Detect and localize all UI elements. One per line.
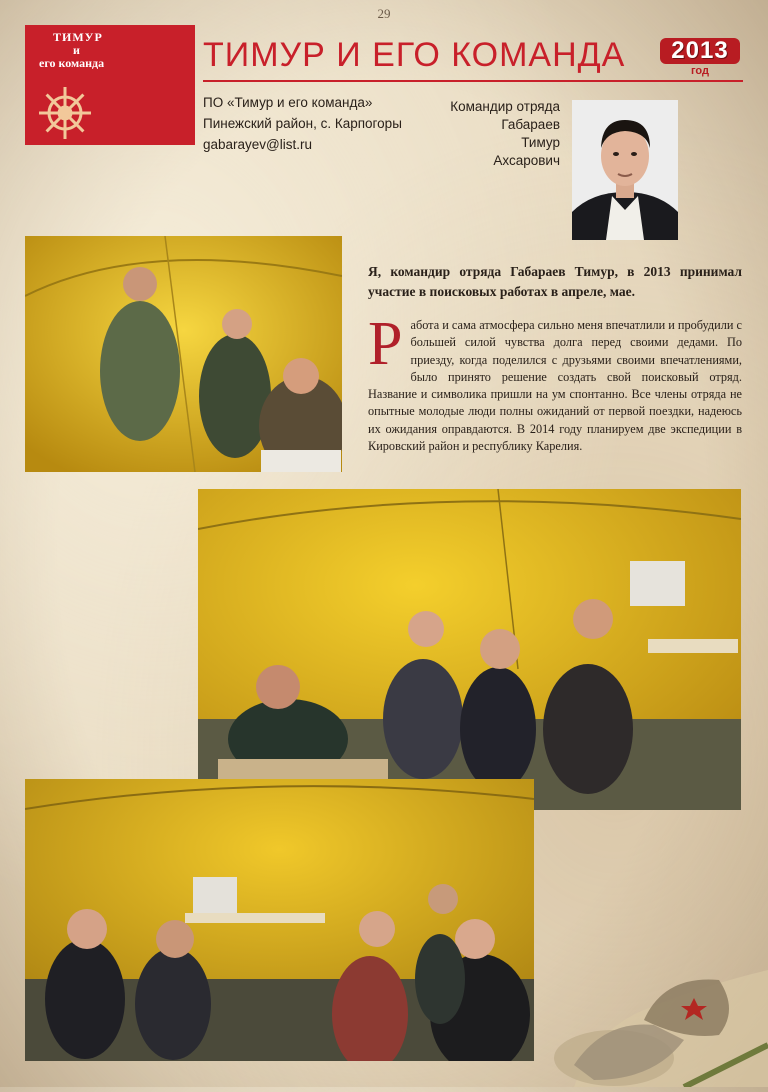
tent-photo-audience bbox=[25, 779, 534, 1061]
page-number: 29 bbox=[377, 6, 391, 21]
organization-name: ПО «Тимур и его команда» bbox=[203, 95, 373, 110]
article-lead: Я, командир отряда Габараев Тимур, в 2013 принимал участие в поисковых работах в апреле, мае. bbox=[368, 264, 742, 299]
organization-email: gabarayev@list.ru bbox=[203, 137, 313, 152]
logo-text bbox=[39, 31, 149, 70]
commander-surname: Габараев bbox=[501, 117, 560, 132]
ship-wheel-icon bbox=[37, 85, 93, 141]
article-body bbox=[368, 310, 743, 455]
organization-location: Пинежский район, с. Карпогоры bbox=[203, 116, 402, 131]
commander-first-name: Тимур bbox=[521, 135, 560, 150]
article-text: абота и сама атмосфера сильно меня впечатлили и пробудили с большей силой чувства долга перед своими дедами. По приезду, когда поделился с друзьями своими впечатлениями, было принято решение создать свой поисковый отряд. Название и символика пришли на ум спонтанно. Все члены отряда не опытные молодые люди полны ожиданий от первой поездки, надеюсь их ожидания оправдаются. В 2014 году планируем две экспедиции в Кировский район и республику Карелия. bbox=[368, 318, 743, 454]
year-suffix: год bbox=[691, 65, 709, 77]
year-badge bbox=[660, 38, 740, 84]
commander-role: Командир отряда bbox=[450, 99, 560, 114]
drop-cap: Р bbox=[368, 310, 403, 378]
year-number: 2013 bbox=[660, 38, 740, 64]
tent-photo-group bbox=[198, 489, 741, 810]
tent-photo-commanders bbox=[25, 236, 342, 472]
commander-portrait bbox=[572, 100, 678, 240]
logo-line-3: его команда bbox=[39, 56, 105, 70]
page-title: ТИМУР И ЕГО КОМАНДА bbox=[203, 36, 626, 74]
logo-line-1: ТИМУР bbox=[53, 30, 103, 44]
logo-line-2: и bbox=[73, 43, 80, 57]
organization-info bbox=[203, 92, 443, 155]
commander-caption bbox=[420, 98, 560, 170]
decorative-still-life bbox=[534, 940, 768, 1087]
commander-patronymic: Ахсарович bbox=[493, 153, 560, 168]
team-logo bbox=[25, 25, 195, 145]
